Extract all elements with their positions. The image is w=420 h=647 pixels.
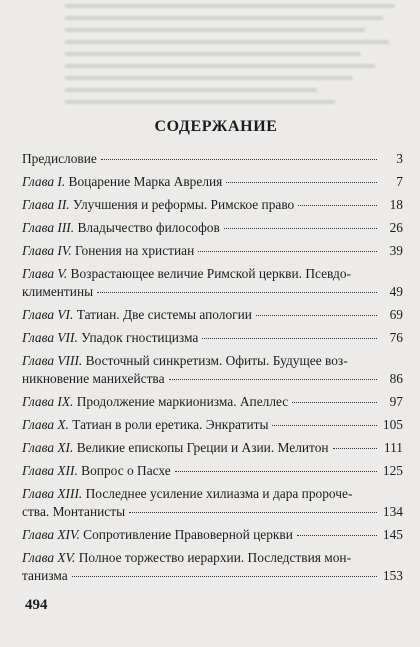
leader-dots [256,315,377,316]
toc-entry-chapter-1 [22,173,403,191]
toc-entry-page: 134 [382,504,403,519]
toc-entry-preface [22,150,403,168]
chapter-label: Глава VII. [22,330,78,345]
toc-entry-title: Продолжение маркионизма. Апеллес [76,394,289,409]
toc-entry-page: 39 [389,243,403,258]
leader-dots [198,251,377,252]
toc-entry-title: Предисловие [22,151,97,166]
chapter-label: Глава VIII. [22,353,83,368]
toc-entry-page: 145 [382,527,403,542]
chapter-label: Глава V. [22,266,68,281]
chapter-label: Глава XV. [22,550,76,565]
toc-entry-chapter-10 [22,416,403,434]
toc-entry-line-1 [22,265,403,283]
toc-entry-page: 26 [389,220,403,235]
toc-entry-title-line-1: Полное торжество иерархии. Последствия мон- [78,550,352,565]
leader-dots [297,535,377,536]
toc-entry-title-line-2: танизма [22,568,68,583]
chapter-label: Глава X. [22,417,69,432]
toc-entry-title: Воцарение Марка Аврелия [68,174,223,189]
toc-entry-title: Великие епископы Греции и Азии. Мелитон [76,440,329,455]
leader-dots [333,448,377,449]
chapter-label: Глава I. [22,174,66,189]
toc-entry-title: Упадок гностицизма [81,330,199,345]
toc-entry-line-2 [22,370,403,388]
book-page [22,0,410,647]
chapter-label: Глава XII. [22,463,78,478]
toc-entry-title: Гонения на христиан [74,243,195,258]
toc-entry-page: 97 [389,394,403,409]
leader-dots [226,182,377,183]
leader-dots [129,512,377,513]
leader-dots [72,576,377,577]
toc-entry-line-2 [22,283,403,301]
toc-entry-chapter-7 [22,329,403,347]
toc-entry-page: 125 [382,463,403,478]
toc-entry-title-line-1: Возрастающее величие Римской церкви. Псевдо- [70,266,352,281]
toc-entry-chapter-2 [22,196,403,214]
leader-dots [292,402,377,403]
toc-entry-chapter-3 [22,219,403,237]
leader-dots [97,292,377,293]
toc-entry-chapter-5 [22,265,403,301]
chapter-label: Глава IV. [22,243,72,258]
toc-entry-page: 86 [389,371,403,386]
toc-entry-title-line-2: ства. Монтанисты [22,504,126,519]
table-of-contents [22,150,403,590]
toc-entry-page: 76 [389,330,403,345]
toc-entry-title: Вопрос о Пасхе [81,463,171,478]
toc-entry-page: 18 [389,197,403,212]
toc-entry-page: 3 [396,151,403,166]
leader-dots [202,338,377,339]
toc-entry-chapter-15 [22,549,403,585]
toc-entry-chapter-14 [22,526,403,544]
toc-entry-title-line-1: Последнее усиление хилиазма и дара пророче- [85,486,353,501]
page-number: 494 [25,597,48,613]
toc-entry-line-1 [22,485,403,503]
toc-entry-chapter-13 [22,485,403,521]
toc-entry-chapter-9 [22,393,403,411]
leader-dots [175,471,377,472]
toc-entry-chapter-4 [22,242,403,260]
toc-entry-title: Владычество философов [77,220,220,235]
toc-entry-title: Улучшения и реформы. Римское право [73,197,295,212]
toc-entry-title-line-1: Восточный синкретизм. Офиты. Будущее воз- [85,353,348,368]
toc-entry-line-1 [22,352,403,370]
toc-entry-page: 111 [383,440,403,455]
chapter-label: Глава IX. [22,394,74,409]
toc-entry-title: Татиан в роли еретика. Энкратиты [72,417,269,432]
chapter-label: Глава XIV. [22,527,80,542]
toc-entry-chapter-6 [22,306,403,324]
leader-dots [224,228,377,229]
leader-dots [169,379,377,380]
chapter-label: Глава II. [22,197,70,212]
toc-entry-chapter-11 [22,439,403,457]
toc-entry-page: 153 [382,568,403,583]
toc-entry-line-2 [22,567,403,585]
toc-entry-title: Татиан. Две системы апологии [76,307,252,322]
toc-entry-title-line-2: климентины [22,284,94,299]
toc-entry-page: 49 [389,284,403,299]
toc-entry-chapter-12 [22,462,403,480]
toc-entry-page: 7 [396,174,403,189]
toc-entry-title: Сопротивление Правоверной церкви [83,527,293,542]
leader-dots [272,425,377,426]
toc-title: СОДЕРЖАНИЕ [154,118,278,135]
chapter-label: Глава III. [22,220,75,235]
chapter-label: Глава XIII. [22,486,83,501]
toc-entry-line-1 [22,549,403,567]
leader-dots [101,159,377,160]
toc-entry-chapter-8 [22,352,403,388]
leader-dots [298,205,377,206]
toc-entry-page: 69 [389,307,403,322]
toc-entry-page: 105 [382,417,403,432]
chapter-label: Глава XI. [22,440,74,455]
toc-entry-line-2 [22,503,403,521]
toc-entry-title-line-2: никновение манихейства [22,371,165,386]
chapter-label: Глава VI. [22,307,74,322]
